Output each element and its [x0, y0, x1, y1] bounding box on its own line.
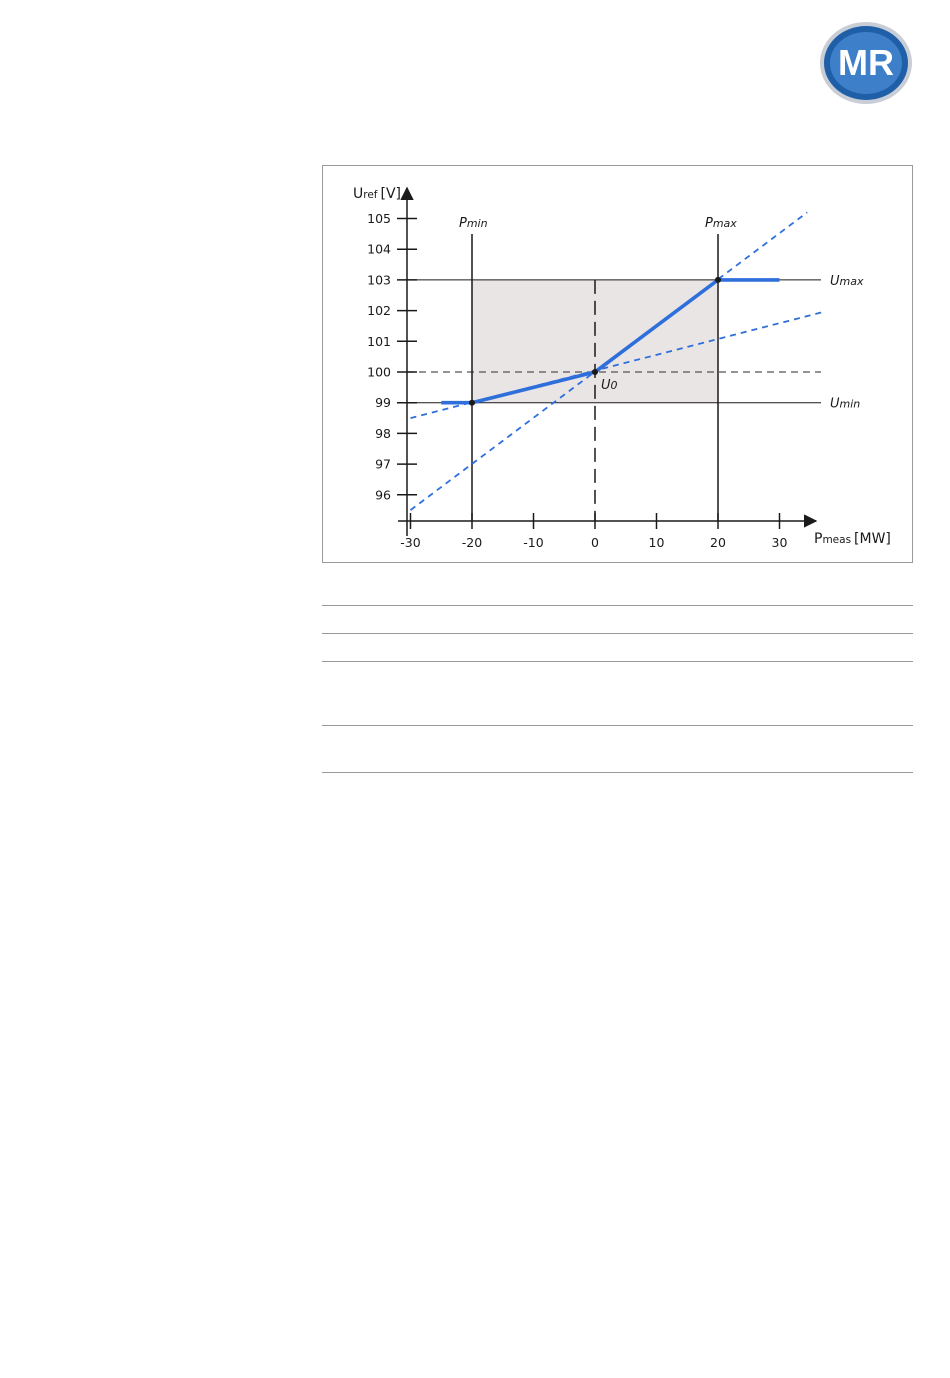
marker-1 — [592, 369, 598, 375]
x-tick-label--20: -20 — [461, 535, 483, 550]
y-tick-label-97: 97 — [375, 456, 391, 472]
chart — [323, 166, 912, 562]
table-rule-5 — [322, 772, 913, 773]
y-tick-label-105: 105 — [367, 211, 391, 226]
table-rule-4 — [322, 725, 913, 726]
y-tick-label-103: 103 — [367, 272, 391, 288]
x-tick-label-20: 20 — [710, 535, 726, 550]
y-axis-title: Uref [V] — [353, 186, 402, 202]
y-tick-label-98: 98 — [375, 425, 391, 441]
table-rule-3 — [322, 661, 913, 662]
umax-label: Umax — [830, 273, 864, 289]
x-tick-label-10: 10 — [648, 535, 665, 550]
series-dashed-2 — [411, 212, 808, 510]
table-rule-1 — [322, 605, 913, 606]
logo-text: MR — [838, 42, 894, 83]
y-tick-label-104: 104 — [367, 241, 391, 257]
x-axis-title: Pmeas [MW] — [814, 531, 891, 547]
x-tick-label--30: -30 — [400, 535, 421, 550]
y-tick-label-96: 96 — [375, 487, 391, 503]
mr-logo — [818, 20, 914, 106]
table-rule-2 — [322, 633, 913, 634]
x-tick-label-30: 30 — [771, 535, 788, 550]
marker-2 — [715, 277, 721, 283]
x-tick-label-0: 0 — [591, 535, 599, 550]
u0-label: U0 — [601, 378, 618, 393]
chart-frame — [322, 165, 913, 563]
x-tick-label--10: -10 — [523, 535, 544, 550]
marker-0 — [469, 400, 475, 406]
umin-label: Umin — [830, 396, 861, 412]
y-tick-label-100: 100 — [367, 364, 391, 380]
shaded-region — [472, 280, 718, 403]
y-tick-label-101: 101 — [367, 333, 391, 349]
pmax-label: Pmax — [705, 216, 737, 231]
y-tick-label-99: 99 — [375, 395, 391, 411]
y-tick-label-102: 102 — [367, 303, 391, 319]
pmin-label: Pmin — [459, 216, 488, 231]
